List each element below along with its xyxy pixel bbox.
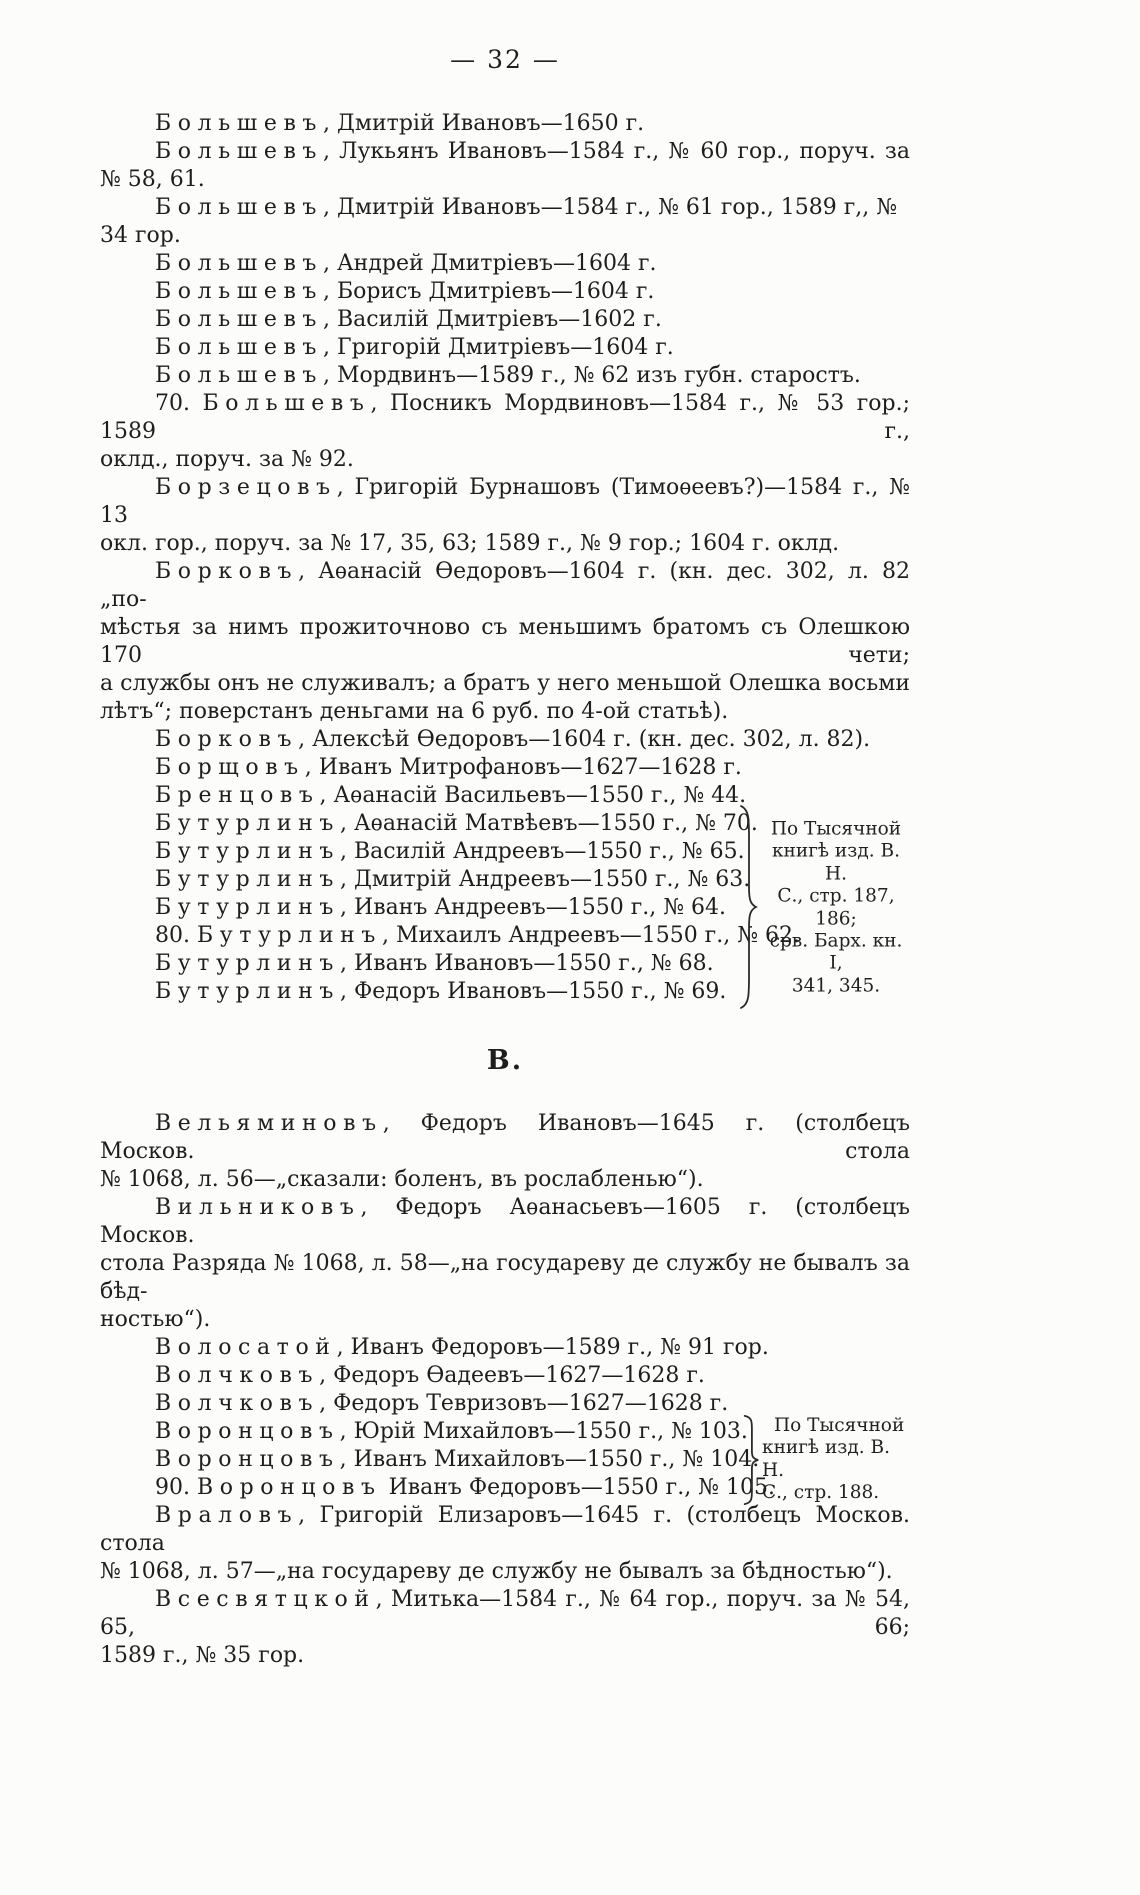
entry-text: , Посникъ Мордвиновъ—1584 г., № 53 гор.; 1589 г., <box>100 391 910 444</box>
entry-surname: Большевъ <box>202 391 371 416</box>
entry-line <box>100 1334 910 1362</box>
entry-surname: Бутурлинъ <box>155 979 341 1004</box>
entry-number: 70. <box>155 391 203 416</box>
entry-text: , Михаилъ Андреевъ—1550 г., № 62. <box>382 923 800 948</box>
margin-note-line: книгѣ изд. В. Н. <box>771 840 900 885</box>
entry-line <box>100 474 910 530</box>
entry-surname: Бутурлинъ <box>155 867 341 892</box>
margin-note-line: 341, 345. <box>791 975 881 997</box>
entry-surname: Большевъ <box>155 195 324 220</box>
entry <box>100 474 910 558</box>
entry-text: , Дмитрій Ивановъ—1650 г. <box>323 111 645 136</box>
entry-line: оклд., поруч. за № 92. <box>100 447 354 472</box>
entry-list-v-after <box>100 1502 910 1670</box>
entry-text: , Василій Андреевъ—1550 г., № 65. <box>340 839 745 864</box>
entry-line <box>100 362 910 390</box>
entry <box>100 1334 910 1362</box>
entry-surname: Большевъ <box>155 279 324 304</box>
entry-line: мѣстья за нимъ прожиточново съ меньшимъ братомъ съ Олешкою 170 чети; <box>100 615 910 668</box>
entry-surname: Большевъ <box>155 307 324 332</box>
entry-surname: Бутурлинъ <box>155 839 341 864</box>
entry-list-v-main <box>100 1110 910 1418</box>
entry-text: , Аѳанасій Ѳедоровъ—1604 г. (кн. дес. 302, л. 82 „по- <box>100 559 910 612</box>
entry-line: окл. гор., поруч. за № 17, 35, 63; 1589 г., № 9 гор.; 1604 г. оклд. <box>100 531 840 556</box>
entry-surname: Борщовъ <box>155 755 305 780</box>
entry-line <box>100 1390 910 1418</box>
entry <box>100 782 910 810</box>
entry-line <box>100 1194 910 1250</box>
entry-number: 90. <box>155 1475 197 1500</box>
entry-line <box>100 194 910 250</box>
entry <box>100 1110 910 1194</box>
entry-text: , Григорій Дмитріевъ—1604 г. <box>323 335 674 360</box>
entry <box>100 250 910 278</box>
entry-surname: Воронцовъ <box>155 1419 340 1444</box>
entry-surname: Вельяминовъ <box>155 1111 383 1136</box>
entry-text: , Федоръ Тевризовъ—1627—1628 г. <box>319 1391 729 1416</box>
entry <box>100 1586 910 1670</box>
entry-line: лѣтъ“; поверстанъ деньгами на 6 руб. по 4-ой статьѣ). <box>100 699 729 724</box>
entry-text: , Федоръ Аѳанасьевъ—1605 г. (столбецъ Москов. <box>100 1195 910 1248</box>
entry-surname: Бутурлинъ <box>155 811 341 836</box>
entry-text: , Иванъ Митрофановъ—1627—1628 г. <box>304 755 742 780</box>
right-brace-icon <box>742 1415 760 1505</box>
right-brace-icon <box>738 804 758 1010</box>
margin-note-tysyachnaya-2 <box>762 1415 917 1505</box>
entry-surname: Всесвятцкой <box>155 1587 376 1612</box>
entry <box>100 754 910 782</box>
margin-note-tysyachnaya-1 <box>762 818 910 997</box>
entry-surname: Борзецовъ <box>155 475 337 500</box>
entry-line: а службы онъ не служивалъ; а братъ у него меньшой Олешка восьми <box>100 671 910 696</box>
entry-surname: Большевъ <box>155 111 324 136</box>
entry-text: , Юрій Михайловъ—1550 г., № 103. <box>339 1419 748 1444</box>
entry-line: стола Разряда № 1068, л. 58—„на государеву де службу не бывалъ за бѣд- <box>100 1251 910 1304</box>
text-column <box>100 46 910 1670</box>
entry <box>100 334 910 362</box>
entry-text: , Федоръ Ивановъ—1645 г. (столбецъ Москов. стола <box>100 1111 910 1164</box>
entry-line <box>100 1502 910 1558</box>
entry-line <box>100 726 910 754</box>
entry-text: , Григорій Елизаровъ—1645 г. (столбецъ Москов. стола <box>100 1503 910 1556</box>
entry-text: , Иванъ Федоровъ—1589 г., № 91 гор. <box>336 1335 769 1360</box>
entry-surname: Большевъ <box>155 363 324 388</box>
entry-surname: Борковъ <box>155 727 299 752</box>
entry-text: , Иванъ Ивановъ—1550 г., № 68. <box>340 951 714 976</box>
entry-surname: Бутурлинъ <box>155 951 341 976</box>
entry <box>100 138 910 194</box>
entry-surname: Воронцовъ <box>155 1447 340 1472</box>
entry-surname: Большевъ <box>155 251 324 276</box>
entry-line: № 1068, л. 57—„на государеву де службу не бывалъ за бѣдностью“). <box>100 1559 893 1584</box>
margin-note-line: книгѣ изд. В. Н. <box>762 1437 891 1481</box>
entry-text: , Мордвинъ—1589 г., № 62 изъ губн. старостъ. <box>323 363 861 388</box>
entry-text: , Дмитрій Ивановъ—1584 г., № 61 гор., 1589 г,, № 34 гор. <box>100 195 898 248</box>
entry-line: ностью“). <box>100 1307 211 1332</box>
entry <box>100 1390 910 1418</box>
entry-text: , Федоръ Ивановъ—1550 г., № 69. <box>340 979 727 1004</box>
entry-text: , Митька—1584 г., № 64 гор., поруч. за № 54, 65, 66; <box>100 1587 910 1640</box>
entry-line <box>100 558 910 614</box>
entry-line <box>100 278 910 306</box>
entry-text: , Дмитрій Андреевъ—1550 г., № 63. <box>340 867 751 892</box>
entry-line <box>100 390 910 446</box>
entry-line <box>100 1110 910 1166</box>
entry-line <box>100 306 910 334</box>
entry-line: № 58, 61. <box>100 167 205 192</box>
entry-line <box>100 782 910 810</box>
entry-line <box>100 334 910 362</box>
entry-text: , Лукьянъ Ивановъ—1584 г., № 60 гор., поруч. за <box>323 139 910 164</box>
page-number: — 32 — <box>450 45 560 74</box>
entry-text: , Иванъ Андреевъ—1550 г., № 64. <box>340 895 727 920</box>
entry-text: , Борисъ Дмитріевъ—1604 г. <box>323 279 655 304</box>
entry-text: , Андрей Дмитріевъ—1604 г. <box>323 251 657 276</box>
entry-line <box>100 110 910 138</box>
entry-surname: Большевъ <box>155 335 324 360</box>
entry-list-b-main <box>100 110 910 810</box>
entry-surname: Воронцовъ <box>196 1475 382 1500</box>
buturlin-group <box>100 810 910 1006</box>
entry-text: , Иванъ Михайловъ—1550 г., № 104. <box>339 1447 760 1472</box>
entry-line: 1589 г., № 35 гор. <box>100 1643 305 1668</box>
entry-line <box>100 138 910 166</box>
entry <box>100 110 910 138</box>
entry-surname: Вильниковъ <box>155 1195 361 1220</box>
entry-text: , Федоръ Ѳадеевъ—1627—1628 г. <box>319 1363 705 1388</box>
entry-surname: Волчковъ <box>155 1363 320 1388</box>
entry-text: , Алексѣй Ѳедоровъ—1604 г. (кн. дес. 302, л. 82). <box>298 727 871 752</box>
entry-surname: Большевъ <box>155 139 324 164</box>
margin-note-line: срв. Барх. кн. I, <box>769 930 903 974</box>
entry-surname: Борковъ <box>155 559 299 584</box>
entry <box>100 1194 910 1334</box>
entry-text: , Василій Дмитріевъ—1602 г. <box>323 307 662 332</box>
entry-line <box>100 754 910 782</box>
entry <box>100 1362 910 1390</box>
margin-note-line: С., стр. 188. <box>762 1482 880 1504</box>
entry-text: , Григорій Бурнашовъ (Тимоѳеевъ?)—1584 г., № 13 <box>100 475 910 528</box>
entry-text: , Аѳанасій Матвѣевъ—1550 г., № 70. <box>340 811 758 836</box>
entry <box>100 362 910 390</box>
entry <box>100 194 910 250</box>
section-heading-v: В. <box>486 1045 524 1076</box>
entry-surname: Волчковъ <box>155 1391 320 1416</box>
entry-line: № 1068, л. 56—„сказали: боленъ, въ рослабленью“). <box>100 1167 704 1192</box>
margin-note-line: С., стр. 187, 186; <box>777 885 895 929</box>
entry-surname: Бутурлинъ <box>196 923 382 948</box>
entry-text: Иванъ Федоровъ—1550 г., № 105. <box>381 1475 775 1500</box>
entry-line <box>100 1362 910 1390</box>
entry <box>100 558 910 726</box>
entry <box>100 1502 910 1586</box>
entry <box>100 306 910 334</box>
entry-number: 80. <box>155 923 197 948</box>
entry-line <box>100 1586 910 1642</box>
entry <box>100 726 910 754</box>
entry-line <box>100 250 910 278</box>
vorontsov-group <box>100 1415 910 1504</box>
entry-text: , Аѳанасій Васильевъ—1550 г., № 44. <box>319 783 747 808</box>
margin-note-line: По Тысячной <box>770 818 902 840</box>
entry-surname: Враловъ <box>155 1503 299 1528</box>
margin-note-line: По Тысячной <box>774 1415 905 1437</box>
entry <box>100 278 910 306</box>
entry-surname: Бренцовъ <box>155 783 320 808</box>
entry <box>100 390 910 474</box>
entry-surname: Волосатой <box>155 1335 337 1360</box>
entry-surname: Бутурлинъ <box>155 895 341 920</box>
